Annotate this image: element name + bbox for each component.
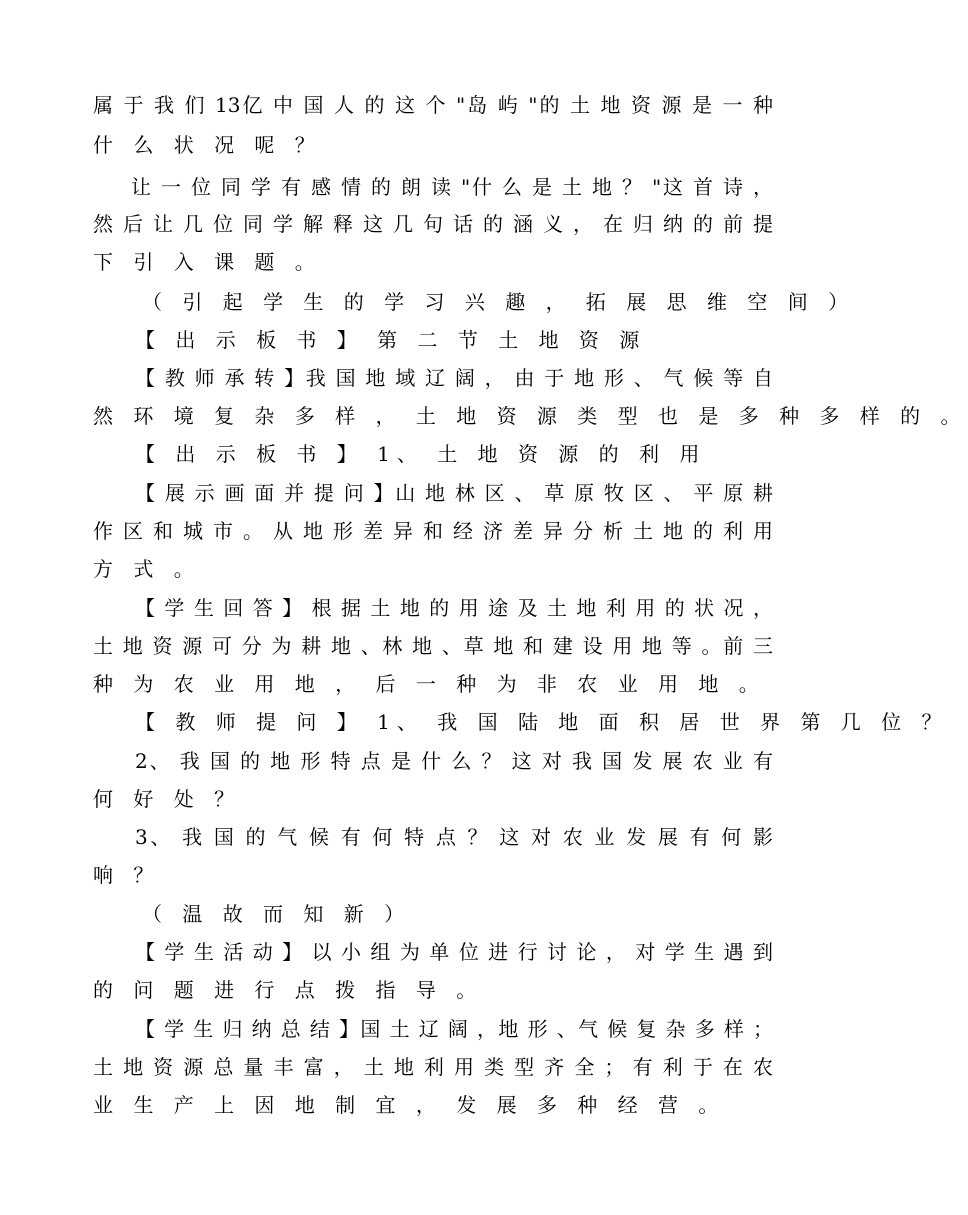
text-line: 的 问 题 进 行 点 拨 指 导 。 xyxy=(93,978,484,1002)
text-line: 【 教 师 承 转 】我 国 地 域 辽 阔 ， 由 于 地 形 、 气 候 等 自 xyxy=(135,366,773,390)
text-line: 【 教 师 提 问 】 1、 我 国 陆 地 面 积 居 世 界 第 几 位 ？ xyxy=(135,710,949,734)
text-line: 让 一 位 同 学 有 感 情 的 朗 读 "什 么 是 土 地 ？ "这 首 诗 ， xyxy=(131,175,773,199)
text-line: 下 引 入 课 题 。 xyxy=(93,250,322,274)
text-line: 【 学 生 归 纳 总 结 】国 土 辽 阔 ，地 形 、气 候 复 杂 多 样 ； xyxy=(135,1017,773,1041)
text-line: 业 生 产 上 因 地 制 宜 ， 发 展 多 种 经 营 。 xyxy=(93,1093,726,1117)
text-line: 响 ？ xyxy=(93,863,161,887)
text-line: 【 学 生 回 答 】 根 据 土 地 的 用 途 及 土 地 利 用 的 状 况 ， xyxy=(135,596,773,620)
text-line: 【 展 示 画 面 并 提 问 】山 地 林 区 、 草 原 牧 区 、 平 原 耕 xyxy=(135,481,773,505)
text-line: 方 式 。 xyxy=(93,557,201,581)
text-line: 然 环 境 复 杂 多 样 ， 土 地 资 源 类 型 也 是 多 种 多 样 的 。 xyxy=(93,404,968,428)
text-line: 【 学 生 活 动 】 以 小 组 为 单 位 进 行 讨 论 ， 对 学 生 遇 到 xyxy=(135,940,773,964)
text-line: 2、 我 国 的 地 形 特 点 是 什 么 ？ 这 对 我 国 发 展 农 业 有 xyxy=(135,749,773,773)
text-line: 什 么 状 况 呢 ？ xyxy=(93,133,322,157)
text-line: （ 温 故 而 知 新 ） xyxy=(142,902,412,926)
text-line: 3、 我 国 的 气 候 有 何 特 点 ？ 这 对 农 业 发 展 有 何 影 xyxy=(135,825,773,849)
text-line: 属 于 我 们 13亿 中 国 人 的 这 个 "岛 屿 "的 土 地 资 源 是 一 种 xyxy=(93,93,773,117)
text-line: 作 区 和 城 市 。 从 地 形 差 异 和 经 济 差 异 分 析 土 地 的 利 用 xyxy=(93,519,773,543)
text-line: 然 后 让 几 位 同 学 解 释 这 几 句 话 的 涵 义 ， 在 归 纳 的 前 提 xyxy=(93,212,773,236)
text-line: 【 出 示 板 书 】 第 二 节 土 地 资 源 xyxy=(135,328,647,352)
text-line: 土 地 资 源 总 量 丰 富 ， 土 地 利 用 类 型 齐 全 ； 有 利 于 在 农 xyxy=(93,1055,773,1079)
text-line: 何 好 处 ？ xyxy=(93,787,242,811)
text-line: 土 地 资 源 可 分 为 耕 地 、林 地 、草 地 和 建 设 用 地 等 。前 三 xyxy=(93,634,773,658)
text-line: 【 出 示 板 书 】 1、 土 地 资 源 的 利 用 xyxy=(135,442,707,466)
text-line: 种 为 农 业 用 地 ， 后 一 种 为 非 农 业 用 地 。 xyxy=(93,672,766,696)
text-line: （ 引 起 学 生 的 学 习 兴 趣 ， 拓 展 思 维 空 间 ） xyxy=(142,290,856,314)
